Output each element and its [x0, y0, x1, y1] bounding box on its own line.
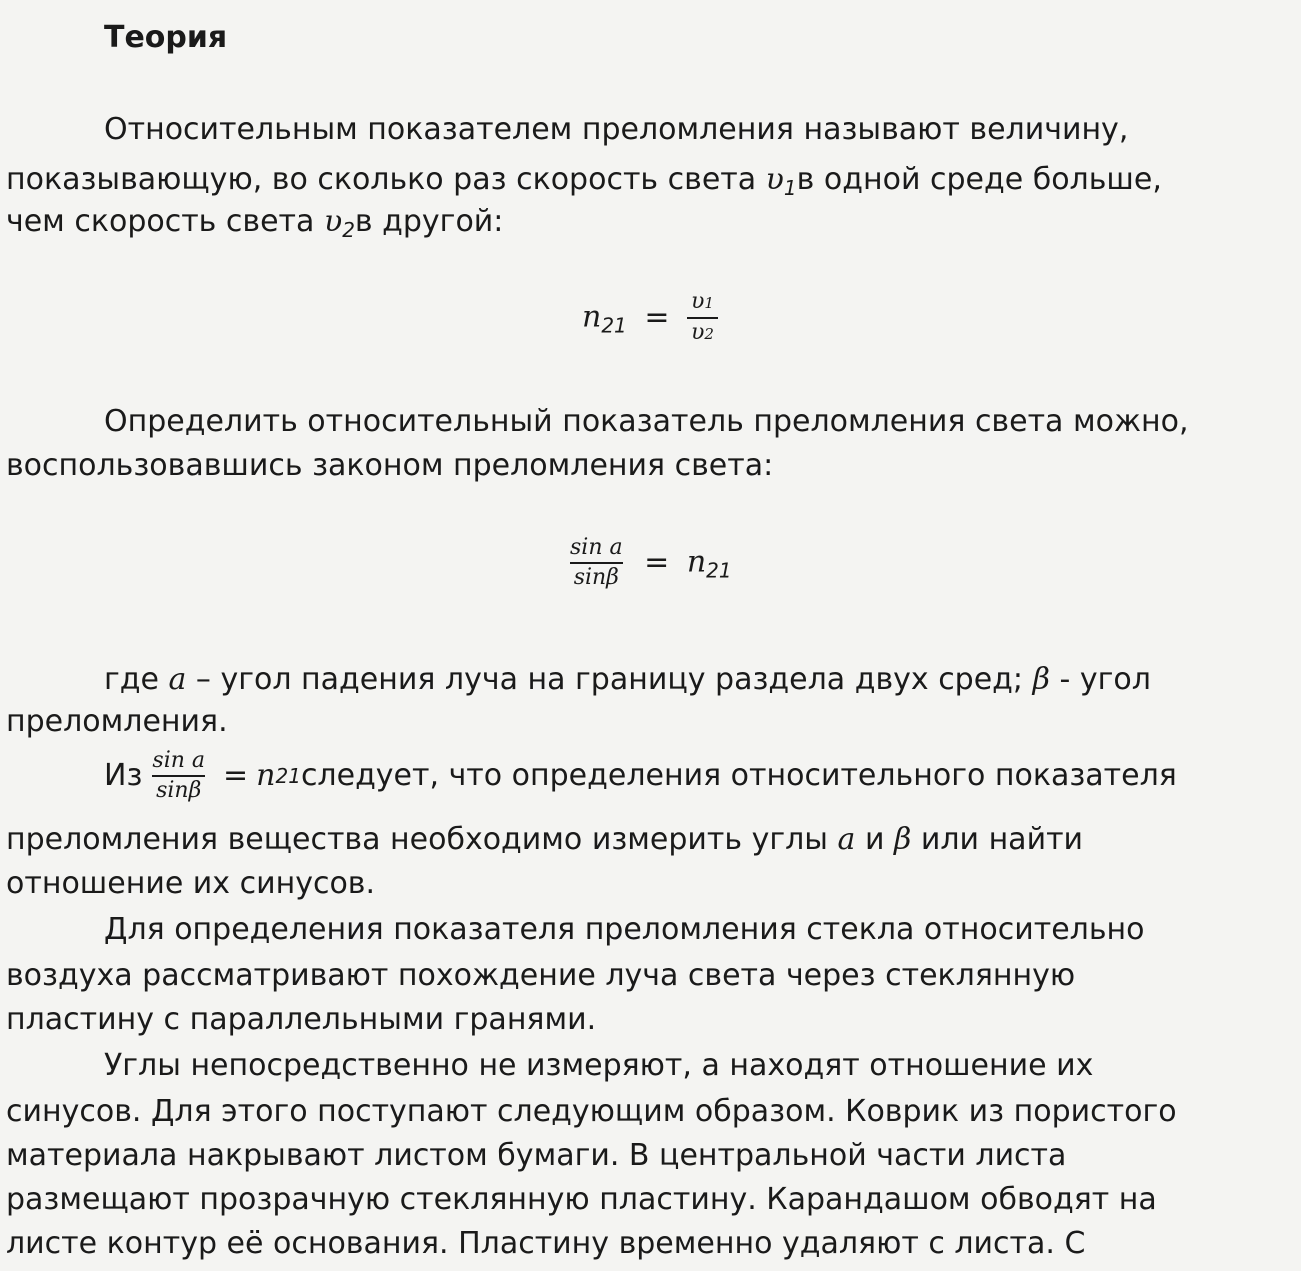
numerator: sin a	[152, 748, 206, 773]
text: размещают прозрачную стеклянную пластину. Карандашом обводят на	[6, 1182, 1157, 1217]
text: следует, что определения относительного показателя	[300, 758, 1177, 793]
text-line	[6, 160, 1162, 208]
formula-snell-law	[566, 534, 732, 592]
text: Определить относительный показатель преломления света можно,	[104, 404, 1189, 439]
text: чем скорость света	[6, 204, 324, 239]
subscript: 2	[342, 218, 355, 242]
subscript: 1	[704, 294, 714, 312]
text: пластину с параллельными гранями.	[6, 1002, 597, 1037]
beta-symbol: β	[893, 822, 912, 857]
alpha-symbol: a	[168, 662, 187, 697]
text-line	[6, 820, 1083, 860]
text: показывающую, во сколько раз скорость света	[6, 162, 766, 197]
text-line	[6, 1136, 1066, 1176]
beta-symbol: β	[1032, 662, 1050, 697]
text-line	[104, 910, 1144, 950]
text-line	[104, 1046, 1093, 1086]
text-line	[104, 746, 1177, 806]
numerator	[687, 288, 718, 317]
text: Относительным показателем преломления называют величину,	[104, 112, 1129, 147]
n-symbol: n	[686, 544, 707, 580]
text: Из	[104, 758, 143, 793]
text: и	[855, 822, 894, 857]
n-symbol: n	[256, 758, 276, 793]
text: листе контур её основания. Пластину временно удаляют с листа. С	[6, 1226, 1086, 1261]
text: в одной среде больше,	[796, 162, 1162, 197]
text: – угол падения луча на границу раздела двух сред;	[186, 662, 1033, 697]
denominator	[687, 317, 718, 348]
subscript: 1	[783, 176, 797, 200]
text-line	[6, 1000, 596, 1040]
equals-sign: =	[223, 758, 249, 793]
alpha-symbol: a	[837, 822, 856, 857]
formula-refractive-index	[582, 288, 718, 348]
text: преломления вещества необходимо измерить углы	[6, 822, 838, 857]
denominator: sinβ	[570, 562, 623, 592]
text: материала накрывают листом бумаги. В центральной части листа	[6, 1138, 1067, 1173]
velocity-symbol: υ	[323, 204, 343, 239]
subscript: 21	[275, 764, 301, 788]
text-line	[6, 1180, 1157, 1220]
text-line	[6, 702, 228, 742]
numerator: sin a	[570, 535, 623, 560]
text: Для определения показателя преломления стекла относительно	[104, 912, 1145, 947]
subscript: 21	[601, 313, 627, 338]
n-symbol: n	[582, 299, 602, 335]
subscript: 21	[706, 558, 732, 583]
text: воспользовавшись законом преломления света:	[6, 448, 774, 483]
fraction	[148, 747, 209, 805]
text: синусов. Для этого поступают следующим образом. Коврик из пористого	[6, 1094, 1177, 1129]
fraction	[566, 534, 627, 592]
text: Углы непосредственно не измеряют, а находят отношение их	[104, 1048, 1094, 1083]
equals-sign: =	[644, 299, 670, 335]
velocity-symbol: υ	[765, 162, 784, 197]
equals-sign: =	[644, 544, 670, 580]
velocity-symbol: υ	[691, 289, 705, 314]
subscript: 2	[704, 325, 714, 343]
text-line	[6, 956, 1075, 996]
text-line	[6, 1224, 1085, 1264]
section-heading: Теория	[104, 20, 228, 55]
text: отношение их синусов.	[6, 866, 376, 901]
text: воздуха рассматривают похождение луча света через стеклянную	[6, 958, 1076, 993]
text: или найти	[911, 822, 1084, 857]
text-line	[6, 864, 375, 904]
text-line	[104, 402, 1188, 442]
text-line	[104, 110, 1128, 150]
denominator: sinβ	[152, 775, 205, 805]
text: в другой:	[354, 204, 504, 239]
text: преломления.	[6, 704, 228, 739]
fraction	[687, 288, 718, 348]
text: - угол	[1049, 662, 1151, 697]
velocity-symbol: υ	[691, 320, 705, 345]
text-line	[6, 202, 503, 250]
text: где	[104, 662, 169, 697]
text-line	[104, 660, 1151, 700]
text-line	[6, 1092, 1177, 1132]
text-line	[6, 446, 773, 486]
